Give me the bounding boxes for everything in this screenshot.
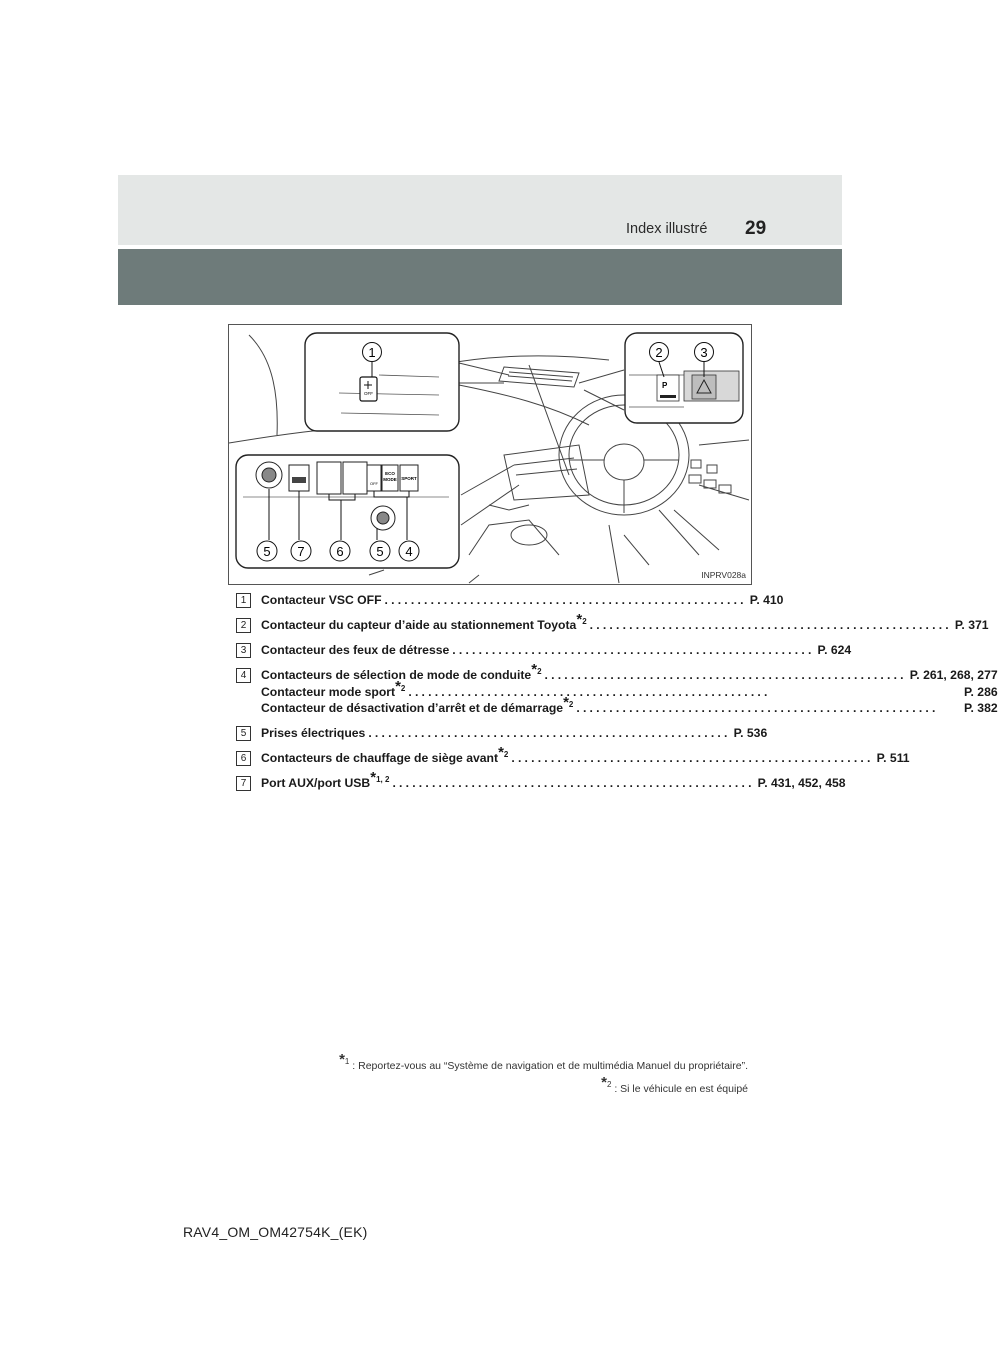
dashboard-illustration bbox=[228, 324, 752, 585]
leader-dots: ....................................................... bbox=[408, 684, 771, 699]
dashboard-drawing bbox=[229, 325, 751, 584]
legend-label: Contacteur du capteur d’aide au stationnement Toyota$^{*2}$ bbox=[261, 611, 587, 632]
stop-start-off-text: OFF bbox=[370, 481, 378, 486]
leader-dots: ....................................................... bbox=[589, 618, 952, 632]
footnote-marker: *1, 2 bbox=[370, 769, 390, 786]
legend-line bbox=[261, 642, 851, 659]
legend-label: Contacteur VSC OFF bbox=[261, 593, 382, 607]
callout-3-label: 3 bbox=[700, 345, 708, 360]
callout-5-label: 5 bbox=[263, 544, 271, 559]
callout-6-label: 6 bbox=[336, 544, 344, 559]
legend-number-badge: 4 bbox=[236, 668, 251, 683]
legend-item-1 bbox=[236, 592, 784, 609]
hazard-button bbox=[692, 375, 716, 399]
legend-line bbox=[261, 769, 846, 792]
legend-number-badge: 1 bbox=[236, 593, 251, 608]
legend-line bbox=[261, 725, 767, 742]
legend-item-4 bbox=[236, 661, 998, 717]
legend-number-badge: 3 bbox=[236, 643, 251, 658]
page-reference[interactable]: P. 371 bbox=[954, 618, 989, 632]
page-reference[interactable]: P. 410 bbox=[749, 593, 784, 607]
figure-code: INPRV028a bbox=[701, 570, 746, 580]
page-reference[interactable]: P. 382 bbox=[963, 701, 998, 715]
leader-dots: ....................................................... bbox=[368, 726, 731, 740]
seat-heater-right bbox=[343, 462, 367, 494]
legend-number-badge: 2 bbox=[236, 618, 251, 633]
legend-item-7 bbox=[236, 769, 846, 792]
footnote-1: $^{*1}$ : Reportez-vous au “Système de navigation et de multimédia Manuel du propriétaire”. bbox=[339, 1051, 748, 1072]
legend-item-6 bbox=[236, 744, 910, 767]
leader-dots: ....................................................... bbox=[576, 701, 939, 715]
callout-7-label: 7 bbox=[297, 544, 305, 559]
section-title: Index illustré bbox=[626, 221, 708, 237]
page-reference[interactable]: P. 536 bbox=[733, 726, 768, 740]
page-number: 29 bbox=[745, 218, 767, 239]
footnote-marker: *2 bbox=[576, 611, 587, 628]
document-id: RAV4_OM_OM42754K_(EK) bbox=[183, 1224, 368, 1240]
legend-item-2 bbox=[236, 611, 989, 634]
legend-line bbox=[261, 694, 998, 717]
footnote-marker: *2 bbox=[498, 744, 509, 761]
leader-dots: ....................................................... bbox=[384, 593, 747, 607]
legend-line bbox=[261, 677, 998, 701]
legend-number-badge: 5 bbox=[236, 726, 251, 741]
eco-mode-text: MODE bbox=[383, 477, 397, 482]
vsc-off-text: OFF bbox=[364, 391, 373, 396]
legend-label: Prises électriques bbox=[261, 726, 366, 740]
legend-label: Contacteurs de sélection de mode de conduite$^{*2}$ bbox=[261, 661, 542, 682]
page-reference[interactable]: P. 511 bbox=[876, 751, 910, 765]
leader-dots: ....................................................... bbox=[544, 668, 907, 682]
page-reference[interactable]: P. 431, 452, 458 bbox=[757, 776, 846, 790]
callout-1-label: 1 bbox=[368, 345, 376, 360]
legend-line bbox=[261, 592, 783, 609]
page-reference[interactable]: P. 261, 268, 277 bbox=[909, 668, 998, 682]
header-band bbox=[118, 175, 842, 245]
footnote-marker: *2 bbox=[531, 661, 542, 678]
sport-text: SPORT bbox=[401, 476, 417, 481]
legend-item-5 bbox=[236, 725, 768, 742]
footnote-2: $^{*2}$ : Si le véhicule en est équipé bbox=[601, 1074, 748, 1095]
legend-item-3 bbox=[236, 642, 852, 659]
legend-label: Contacteur mode sport$^{*2}$ bbox=[261, 677, 406, 699]
svg-text:P: P bbox=[662, 381, 668, 390]
eco-text: ECO bbox=[385, 471, 395, 476]
legend-label: Contacteur de désactivation d’arrêt et de démarrage$^{*2}$ bbox=[261, 694, 574, 715]
legend-line bbox=[261, 744, 910, 767]
legend-label: Contacteurs de chauffage de siège avant$^{*2}$ bbox=[261, 744, 509, 765]
legend-number-badge: 7 bbox=[236, 776, 251, 791]
legend-label: Port AUX/port USB$^{*1, 2}$ bbox=[261, 769, 390, 790]
stop-start-off-button bbox=[367, 465, 381, 491]
section-banner bbox=[118, 249, 842, 305]
callout-4-label: 4 bbox=[405, 544, 413, 559]
callout-5b-label: 5 bbox=[376, 544, 384, 559]
leader-dots: ....................................................... bbox=[392, 776, 755, 790]
legend-label: Contacteur des feux de détresse bbox=[261, 643, 450, 657]
leader-dots: ....................................................... bbox=[511, 751, 874, 765]
legend-number-badge: 6 bbox=[236, 751, 251, 766]
legend-line bbox=[261, 661, 998, 684]
footnote-marker: *2 bbox=[563, 694, 574, 711]
legend-line bbox=[261, 611, 989, 634]
leader-dots: ....................................................... bbox=[452, 643, 815, 657]
callout-2-label: 2 bbox=[655, 345, 663, 360]
page-reference[interactable]: P. 624 bbox=[817, 643, 852, 657]
seat-heater-left bbox=[317, 462, 341, 494]
page-reference[interactable]: P. 286 bbox=[963, 684, 998, 699]
footnote-marker: *2 bbox=[395, 677, 406, 695]
